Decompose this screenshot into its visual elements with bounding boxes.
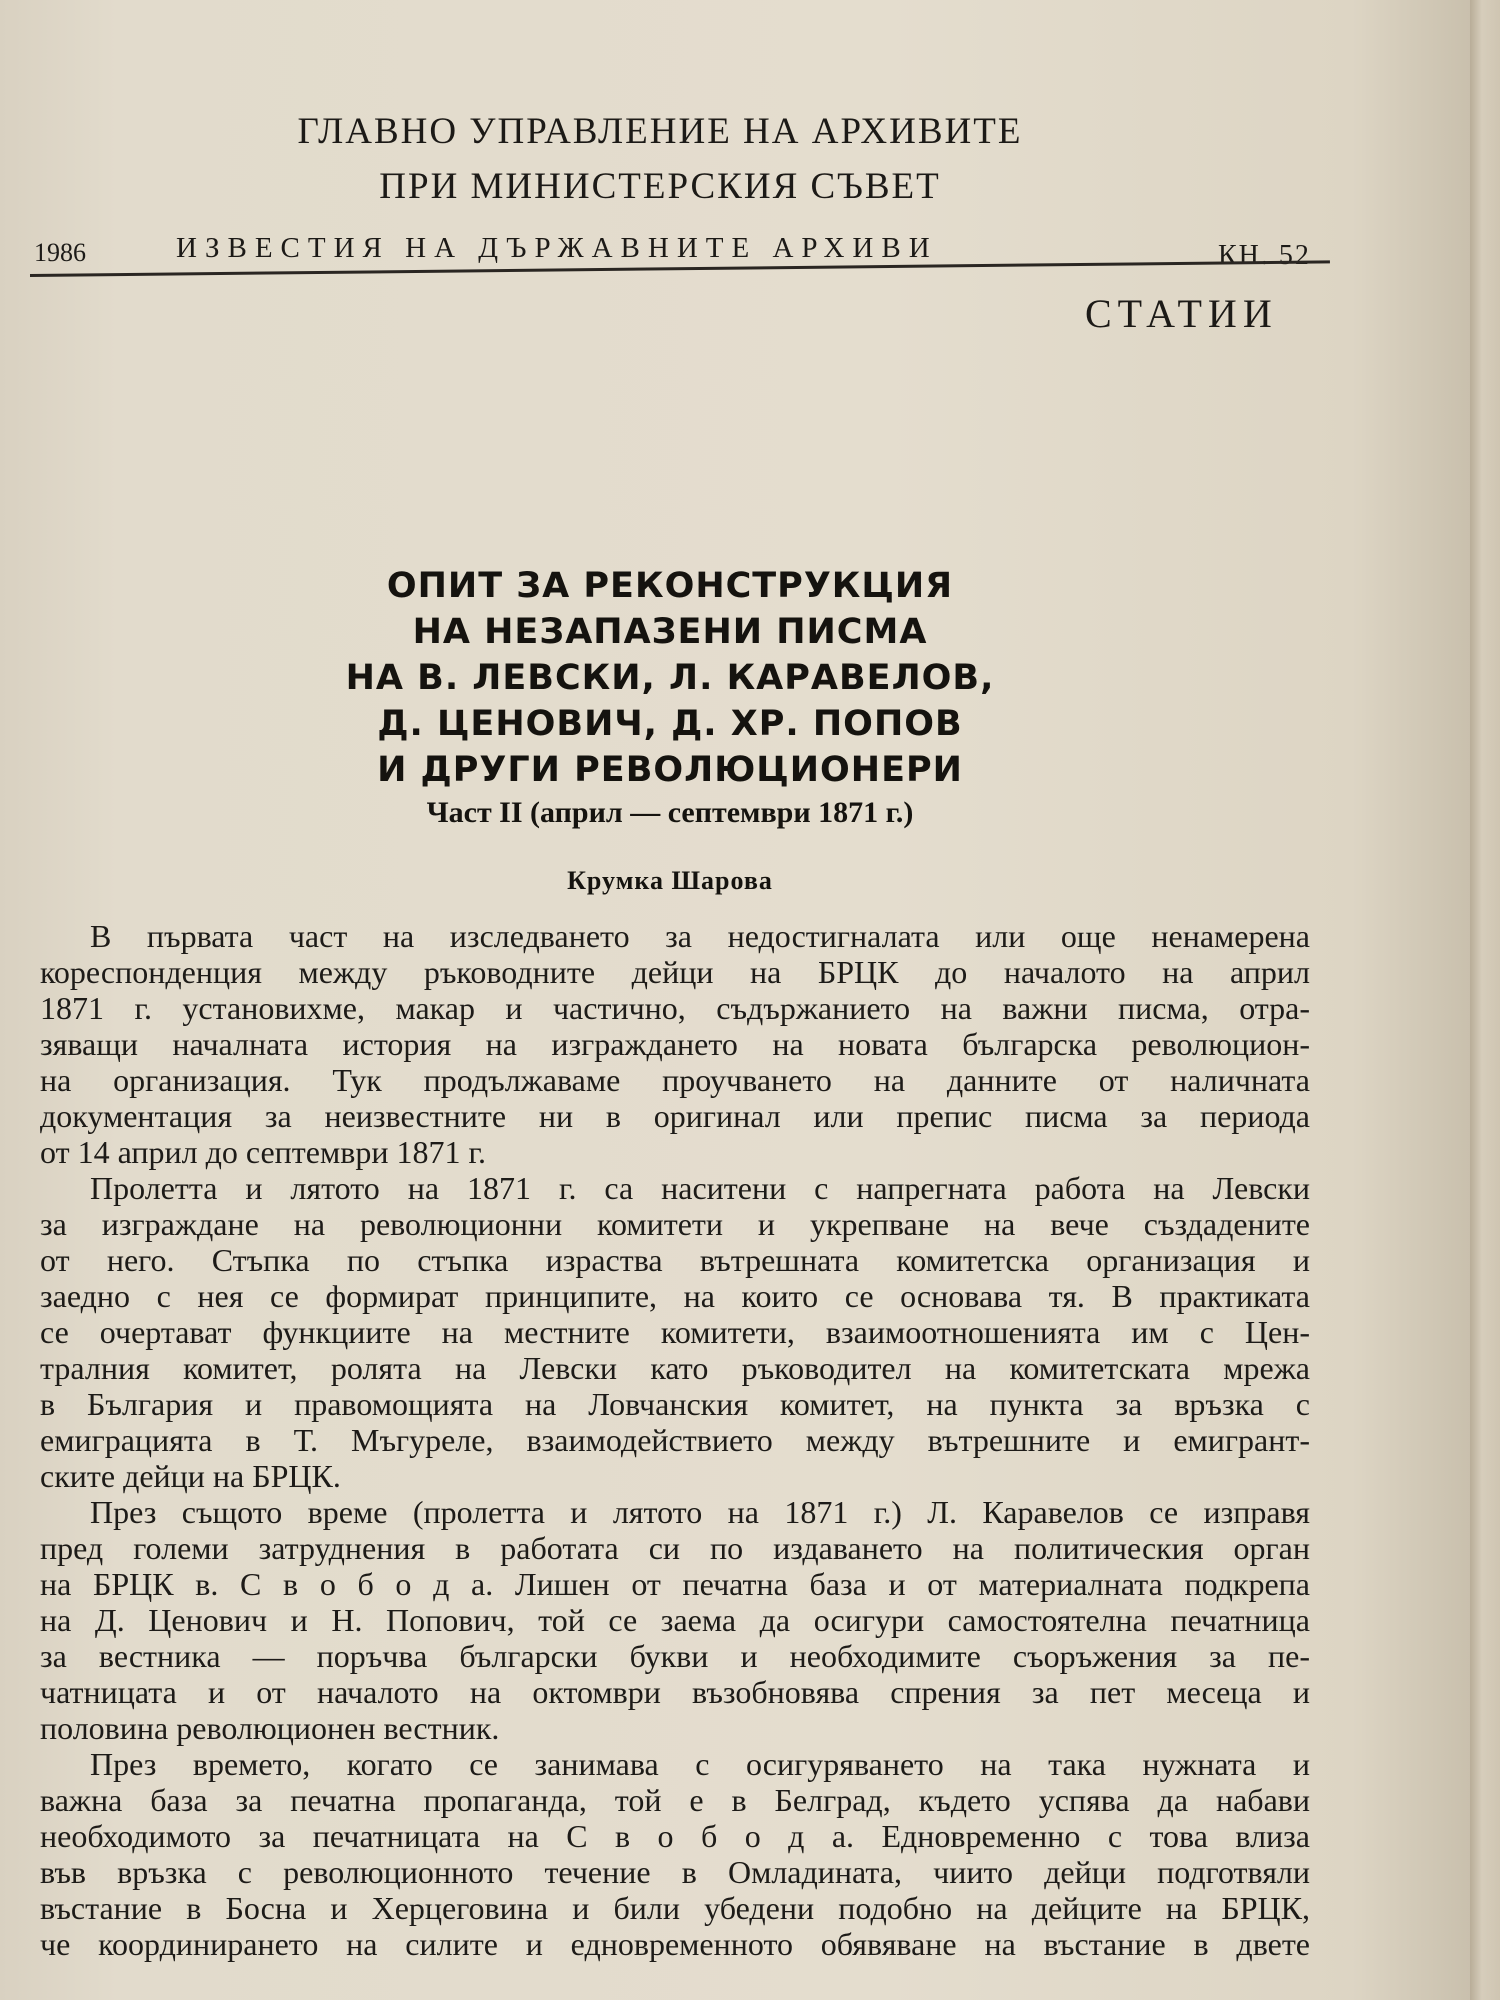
body-line: В първата част на изследването за недостигналата или още ненамерена [90,918,1310,954]
article-title-line: НА В. ЛЕВСКИ, Л. КАРАВЕЛОВ, [345,658,995,698]
institution-line-2: ПРИ МИНИСТЕРСКИЯ СЪВЕТ [379,166,941,207]
body-line: ските дейци на БРЦК. [40,1458,341,1494]
institution-line-1: ГЛАВНО УПРАВЛЕНИЕ НА АРХИВИТЕ [297,111,1023,152]
body-line: През същото време (пролетта и лятото на 1871 г.) Л. Каравелов се изправя [90,1494,1310,1530]
body-line: на организация. Тук продължаваме проучването на данните от наличната [40,1062,1310,1098]
section-heading: СТАТИИ [1085,291,1278,336]
body-line: за вестника — поръчва български букви и необходимите съоръжения за пе- [40,1638,1310,1674]
body-line: на Д. Ценович и Н. Попович, той се заема да осигури самостоятелна печатница [40,1602,1310,1638]
body-line: емиграцията в Т. Мъгуреле, взаимодействието между вътрешните и емигрант- [40,1422,1310,1458]
body-line: във връзка с революционното течение в Омладината, чиито дейци подготвяли [40,1854,1310,1890]
body-line: необходимото за печатницата на С в о б о д а. Едновременно с това влиза [40,1818,1310,1854]
body-line: документация за неизвестните ни в оригинал или препис писма за периода [40,1098,1310,1134]
header-year: 1986 [34,238,86,267]
body-line: въстание в Босна и Херцеговина и били убедени подобно на дейците на БРЦК, [40,1890,1310,1926]
body-line: чатницата и от началото на октомври възобновява спрения за пет месеца и [40,1674,1310,1710]
article-title-line: ОПИТ ЗА РЕКОНСТРУКЦИЯ [386,566,954,606]
body-line: за изграждане на революционни комитети и укрепване на вече създадените [40,1206,1310,1242]
body-line: Пролетта и лятото на 1871 г. са наситени с напрегната работа на Левски [90,1170,1310,1206]
body-line: зяващи началната история на изграждането на новата българска революцион- [40,1026,1310,1062]
article-subtitle: Част II (април — септември 1871 г.) [426,796,914,829]
body-line: 1871 г. установихме, макар и частично, съдържанието на важни писма, отра- [40,990,1310,1026]
body-line: важна база за печатна пропаганда, той е в Белград, където успява да набави [40,1782,1310,1818]
header-journal-title: ИЗВЕСТИЯ НА ДЪРЖАВНИТЕ АРХИВИ [176,232,938,264]
body-line: кореспонденция между ръководните дейци на БРЦК до началото на април [40,954,1310,990]
body-line: че координирането на силите и едновременното обявяване на въстание в двете [40,1926,1310,1962]
header-issue-number: КН. 52 [1218,240,1311,271]
body-line: половина революционен вестник. [40,1710,500,1746]
article-title-line: Д. ЦЕНОВИЧ, Д. ХР. ПОПОВ [377,704,963,744]
body-line: в България и правомощията на Ловчанския комитет, на пункта за връзка с [40,1386,1310,1422]
body-line: заедно с нея се формират принципите, на които се основава тя. В практиката [40,1278,1310,1314]
body-line: от 14 април до септември 1871 г. [40,1134,486,1170]
body-line: от него. Стъпка по стъпка израства вътрешната комитетска организация и [40,1242,1310,1278]
article-title-line: НА НЕЗАПАЗЕНИ ПИСМА [412,612,928,652]
body-line: През времето, когато се занимава с осигуряването на така нужната и [90,1746,1310,1782]
article-title-line: И ДРУГИ РЕВОЛЮЦИОНЕРИ [377,750,963,790]
body-line: тралния комитет, ролята на Левски като ръководител на комитетската мрежа [40,1350,1310,1386]
article-author: Крумка Шарова [567,866,773,895]
body-line: се очертават функциите на местните комитети, взаимоотношенията им с Цен- [40,1314,1310,1350]
facing-page-edge [1470,0,1500,2000]
body-line: на БРЦК в. С в о б о д а. Лишен от печатна база и от материалната подкрепа [40,1566,1310,1602]
body-line: пред големи затруднения в работата си по издаването на политическия орган [40,1530,1310,1566]
